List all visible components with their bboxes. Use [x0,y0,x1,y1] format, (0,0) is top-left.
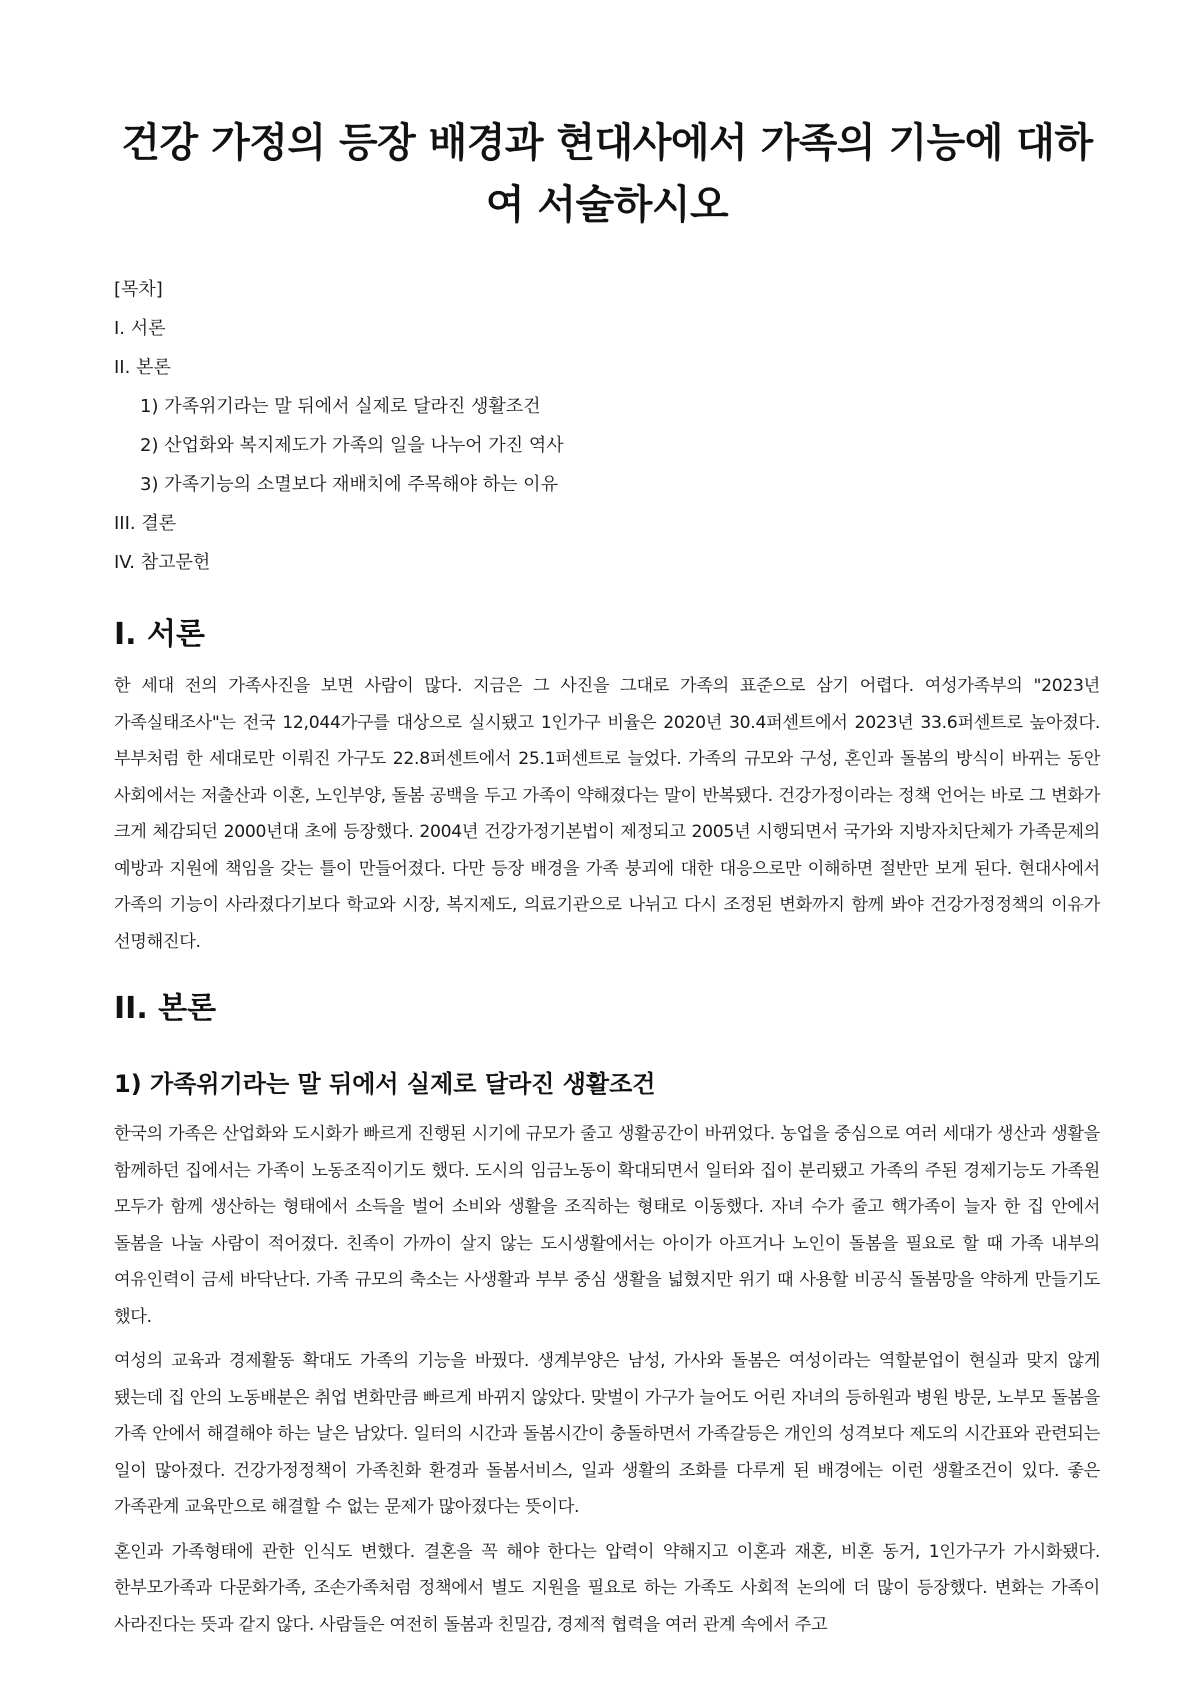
toc-item-body-3: 3) 가족기능의 소멸보다 재배치에 주목해야 하는 이유 [140,474,558,495]
body-paragraph-1: 한국의 가족은 산업화와 도시화가 빠르게 진행된 시기에 규모가 줄고 생활공간이 바뀌었다. 농업을 중심으로 여러 세대가 생산과 생활을 함께하던 집에서는 가족이 노동조직이기도 했다. 도시의 임금노동이 확대되면서 일터와 집이 분리됐고 가족의 주된 경제기능도 가족원 모두가 함께 생산하는 형태에서 소득을 벌어 소비와 생활을 조직하는 형태로 이동했다. 자녀 수가 줄고 핵가족이 늘자 한 집 안에서 돌봄을 나눌 사람이 적어졌다. 친족이 가까이 살지 않는 도시생활에서는 아이가 아프거나 노인이 돌봄을 필요로 할 때 가족 내부의 여유인력이 금세 바닥난다. 가족 규모의 축소는 사생활과 부부 중심 생활을 넓혔지만 위기 때 사용할 비공식 돌봄망을 약하게 만들기도 했다. [114,1124,1100,1327]
subsection-heading-1: 1) 가족위기라는 말 뒤에서 실제로 달라진 생활조건 [114,1070,656,1098]
body-paragraph-2: 여성의 교육과 경제활동 확대도 가족의 기능을 바꿨다. 생계부양은 남성, 가사와 돌봄은 여성이라는 역할분업이 현실과 맞지 않게 됐는데 집 안의 노동배분은 취업 변화만큼 빠르게 바뀌지 않았다. 맞벌이 가구가 늘어도 어린 자녀의 등하원과 병원 방문, 노부모 돌봄을 가족 안에서 해결해야 하는 날은 남았다. 일터의 시간과 돌봄시간이 충돌하면서 가족갈등은 개인의 성격보다 제도의 시간표와 관련되는 일이 많아졌다. 건강가정정책이 가족친화 환경과 돌봄서비스, 일과 생활의 조화를 다루게 된 배경에는 이런 생활조건이 있다. 좋은 가족관계 교육만으로 해결할 수 없는 문제가 많아졌다는 뜻이다. [114,1351,1100,1517]
toc-heading: [목차] [114,279,163,300]
intro-paragraph: 한 세대 전의 가족사진을 보면 사람이 많다. 지금은 그 사진을 그대로 가족의 표준으로 삼기 어렵다. 여성가족부의 "2023년 가족실태조사"는 전국 12,044가구를 대상으로 실시됐고 1인가구 비율은 2020년 30.4퍼센트에서 2023년 33.6퍼센트로 높아졌다. 부부처럼 한 세대로만 이뤄진 가구도 22.8퍼센트에서 25.1퍼센트로 늘었다. 가족의 규모와 구성, 혼인과 돌봄의 방식이 바뀌는 동안 사회에서는 저출산과 이혼, 노인부양, 돌봄 공백을 두고 가족이 약해졌다는 말이 반복됐다. 건강가정이라는 정책 언어는 바로 그 변화가 크게 체감되던 2000년대 초에 등장했다. 2004년 건강가정기본법이 제정되고 2005년 시행되면서 국가와 지방자치단체가 가족문제의 예방과 지원에 책임을 갖는 틀이 만들어졌다. 다만 등장 배경을 가족 붕괴에 대한 대응으로만 이해하면 절반만 보게 된다. 현대사에서 가족의 기능이 사라졌다기보다 학교와 시장, 복지제도, 의료기관으로 나뉘고 다시 조정된 변화까지 함께 봐야 건강가정정책의 이유가 선명해진다. [114,676,1100,952]
toc-item-references: IV. 참고문헌 [114,552,211,573]
toc-item-body-1: 1) 가족위기라는 말 뒤에서 실제로 달라진 생활조건 [140,396,541,417]
toc-item-intro: I. 서론 [114,318,166,339]
section-heading-body: II. 본론 [114,991,217,1026]
table-of-contents [114,270,1100,582]
toc-item-conclusion: III. 결론 [114,513,177,534]
document-title: 건강 가정의 등장 배경과 현대사에서 가족의 기능에 대하여 서술하시오 [121,120,1093,228]
toc-item-body-2: 2) 산업화와 복지제도가 가족의 일을 나누어 가진 역사 [140,435,564,456]
toc-item-body: II. 본론 [114,357,171,378]
body-paragraph-3: 혼인과 가족형태에 관한 인식도 변했다. 결혼을 꼭 해야 한다는 압력이 약해지고 이혼과 재혼, 비혼 동거, 1인가구가 가시화됐다. 한부모가족과 다문화가족, 조손가족처럼 정책에서 별도 지원을 필요로 하는 가족도 사회적 논의에 더 많이 등장했다. 변화는 가족이 사라진다는 뜻과 같지 않다. 사람들은 여전히 돌봄과 친밀감, 경제적 협력을 여러 관계 속에서 주고 [114,1541,1100,1635]
section-heading-intro: I. 서론 [114,617,205,652]
